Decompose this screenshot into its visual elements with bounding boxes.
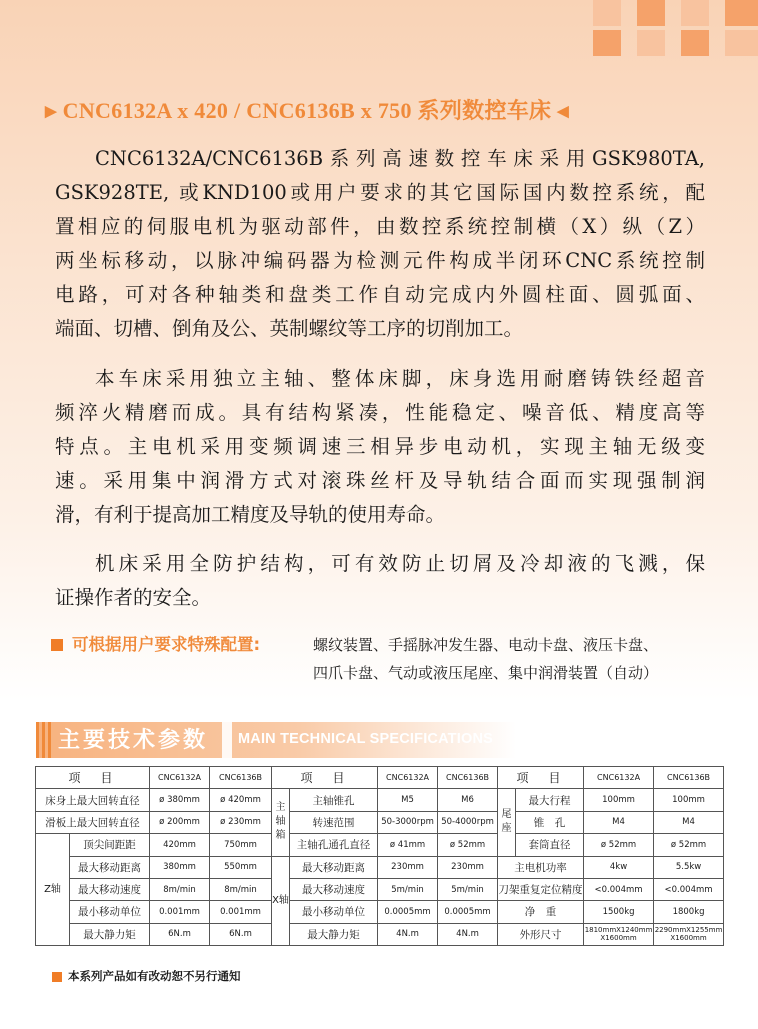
spec-value-b: 230mm	[438, 856, 498, 878]
spec-value-a: M5	[378, 789, 438, 811]
spec-value-b: <0.004mm	[654, 878, 724, 900]
header-model-b: CNC6136B	[438, 767, 498, 789]
spec-value-a: ø 200mm	[150, 811, 210, 833]
spec-value-a: 420mm	[150, 834, 210, 856]
spec-value-a: 230mm	[378, 856, 438, 878]
spec-name: 滑板上最大回转直径	[36, 811, 150, 833]
spec-table	[35, 766, 724, 946]
spec-name: 转速范围	[290, 811, 378, 833]
header-model-a: CNC6132A	[150, 767, 210, 789]
decor-square	[637, 0, 665, 26]
decor-square	[593, 30, 621, 56]
paragraph-line: 速。采用集中润滑方式对滚珠丝杆及导轨结合面而实现强制润	[55, 469, 705, 492]
square-bullet-icon	[51, 639, 63, 651]
spec-name: 锥 孔	[516, 811, 584, 833]
spec-name: 最大移动速度	[290, 878, 378, 900]
paragraph-line: 证操作者的安全。	[55, 586, 212, 609]
paragraph-line: 置相应的伺服电机为驱动部件，由数控系统控制横（X）纵（Z）	[55, 215, 705, 238]
spec-value-b: 50-4000rpm	[438, 811, 498, 833]
spec-value-b: 550mm	[210, 856, 272, 878]
spec-name: 套筒直径	[516, 834, 584, 856]
group-x-axis: X轴	[272, 856, 290, 946]
spec-name: 净 重	[498, 901, 584, 923]
footer-note: 本系列产品如有改动恕不另行通知	[68, 969, 241, 983]
spec-value-a: 1500kg	[584, 901, 654, 923]
decor-square	[681, 30, 709, 56]
table-row	[36, 878, 724, 900]
spec-value-a: 4kw	[584, 856, 654, 878]
paragraph-line: 特点。主电机采用变频调速三相异步电动机，实现主轴无级变	[55, 435, 705, 458]
spec-value-a: ø 41mm	[378, 834, 438, 856]
paragraph-line: 滑，有利于提高加工精度及导轨的使用寿命。	[55, 503, 446, 526]
spec-name: 外形尺寸	[498, 923, 584, 945]
table-header-row	[36, 767, 724, 789]
paragraph-line: 两坐标移动，以脉冲编码器为检测元件构成半闭环CNC系统控制	[55, 249, 705, 272]
spec-value-a: 0.001mm	[150, 901, 210, 923]
spec-value-b: 0.001mm	[210, 901, 272, 923]
spec-value-a: 4N.m	[378, 923, 438, 945]
custom-config-line: 螺纹装置、手摇脉冲发生器、电动卡盘、液压卡盘、	[313, 636, 659, 654]
spec-name: 主轴孔通孔直径	[290, 834, 378, 856]
spec-value-b: 5.5kw	[654, 856, 724, 878]
spec-value-a: 1810mmX1240mm X1600mm	[584, 923, 654, 945]
spec-value-b: 2290mmX1255mm X1600mm	[654, 923, 724, 945]
spec-name: 顶尖间距距	[70, 834, 150, 856]
spec-value-b: ø 230mm	[210, 811, 272, 833]
spec-value-b: M4	[654, 811, 724, 833]
header-item: 项 目	[36, 767, 150, 789]
decor-square	[681, 0, 709, 26]
spec-value-b: 100mm	[654, 789, 724, 811]
spec-name: 最大静力矩	[70, 923, 150, 945]
spec-value-b: 750mm	[210, 834, 272, 856]
spec-name: 床身上最大回转直径	[36, 789, 150, 811]
safety-paragraph	[55, 547, 705, 615]
spec-value-b: 5m/min	[438, 878, 498, 900]
banner-divider	[222, 722, 232, 758]
spec-title-en: MAIN TECHNICAL SPECIFICATIONS	[238, 731, 493, 747]
table-row	[36, 789, 724, 811]
custom-config-label: 可根据用户要求特殊配置:	[72, 635, 261, 654]
spec-value-a: 5m/min	[378, 878, 438, 900]
spec-value-a: M4	[584, 811, 654, 833]
spec-value-b: 4N.m	[438, 923, 498, 945]
paragraph-line: CNC6132A/CNC6136B系列高速数控车床采用GSK980TA,	[95, 147, 705, 170]
header-model-b: CNC6136B	[210, 767, 272, 789]
spec-name: 最大行程	[516, 789, 584, 811]
spec-value-a: 100mm	[584, 789, 654, 811]
spec-name: 最小移动单位	[290, 901, 378, 923]
page-title	[45, 94, 715, 123]
spec-value-a: 0.0005mm	[378, 901, 438, 923]
spec-title-cn: 主要技术参数	[58, 728, 209, 753]
spec-value-a: 6N.m	[150, 923, 210, 945]
spec-value-b: 0.0005mm	[438, 901, 498, 923]
spec-value-a: ø 52mm	[584, 834, 654, 856]
spec-name: 最大移动距离	[290, 856, 378, 878]
structure-paragraph	[55, 362, 705, 532]
banner-stripes	[36, 722, 52, 758]
paragraph-line: 频淬火精磨而成。具有结构紧凑，性能稳定、噪音低、精度高等	[55, 401, 705, 424]
spec-name: 最大移动速度	[70, 878, 150, 900]
paragraph-line: 机床采用全防护结构，可有效防止切屑及冷却液的飞溅，保	[95, 552, 705, 575]
paragraph-line: 电路，可对各种轴类和盘类工作自动完成内外圆柱面、圆弧面、	[55, 283, 705, 306]
square-bullet-icon	[52, 972, 62, 982]
spec-name: 最大静力矩	[290, 923, 378, 945]
decor-square	[725, 30, 758, 56]
intro-paragraph	[55, 142, 705, 346]
spec-value-a: 380mm	[150, 856, 210, 878]
table-row	[36, 834, 724, 856]
header-item: 项 目	[498, 767, 584, 789]
table-row	[36, 923, 724, 945]
paragraph-line: GSK928TE, 或KND100或用户要求的其它国际国内数控系统，配	[55, 181, 705, 204]
spec-value-b: ø 52mm	[438, 834, 498, 856]
spec-value-b: 1800kg	[654, 901, 724, 923]
spec-value-b: 8m/min	[210, 878, 272, 900]
table-row	[36, 901, 724, 923]
decor-square	[725, 0, 758, 26]
custom-config-list	[313, 631, 723, 687]
spec-value-a: 8m/min	[150, 878, 210, 900]
spec-value-b: M6	[438, 789, 498, 811]
table-row	[36, 811, 724, 833]
header-model-a: CNC6132A	[584, 767, 654, 789]
decor-square	[593, 0, 621, 26]
group-tailstock: 尾座	[498, 789, 516, 856]
paragraph-line: 端面、切槽、倒角及公、英制螺纹等工序的切削加工。	[55, 317, 524, 340]
table-row	[36, 856, 724, 878]
group-z-axis: Z轴	[36, 834, 70, 946]
page-title-text: CNC6132A x 420 / CNC6136B x 750 系列数控车床	[62, 98, 552, 123]
spec-value-b: ø 52mm	[654, 834, 724, 856]
header-item: 项 目	[272, 767, 378, 789]
spec-value-a: 50-3000rpm	[378, 811, 438, 833]
header-model-b: CNC6136B	[654, 767, 724, 789]
spec-value-a: <0.004mm	[584, 878, 654, 900]
spec-name: 最大移动距离	[70, 856, 150, 878]
spec-name: 刀架重复定位精度	[498, 878, 584, 900]
paragraph-line: 本车床采用独立主轴、整体床脚，床身选用耐磨铸铁经超音	[95, 367, 705, 390]
group-spindle-box: 主轴箱	[272, 789, 290, 856]
header-model-a: CNC6132A	[378, 767, 438, 789]
spec-name: 主轴锥孔	[290, 789, 378, 811]
spec-name: 主电机功率	[498, 856, 584, 878]
custom-config-line: 四爪卡盘、气动或液压尾座、集中润滑装置（自动）	[313, 664, 659, 682]
triangle-right-icon: ▶	[45, 104, 57, 120]
spec-value-b: 6N.m	[210, 923, 272, 945]
spec-value-a: ø 380mm	[150, 789, 210, 811]
triangle-left-icon: ◀	[557, 104, 569, 120]
spec-name: 最小移动单位	[70, 901, 150, 923]
decor-square	[637, 30, 665, 56]
spec-value-b: ø 420mm	[210, 789, 272, 811]
